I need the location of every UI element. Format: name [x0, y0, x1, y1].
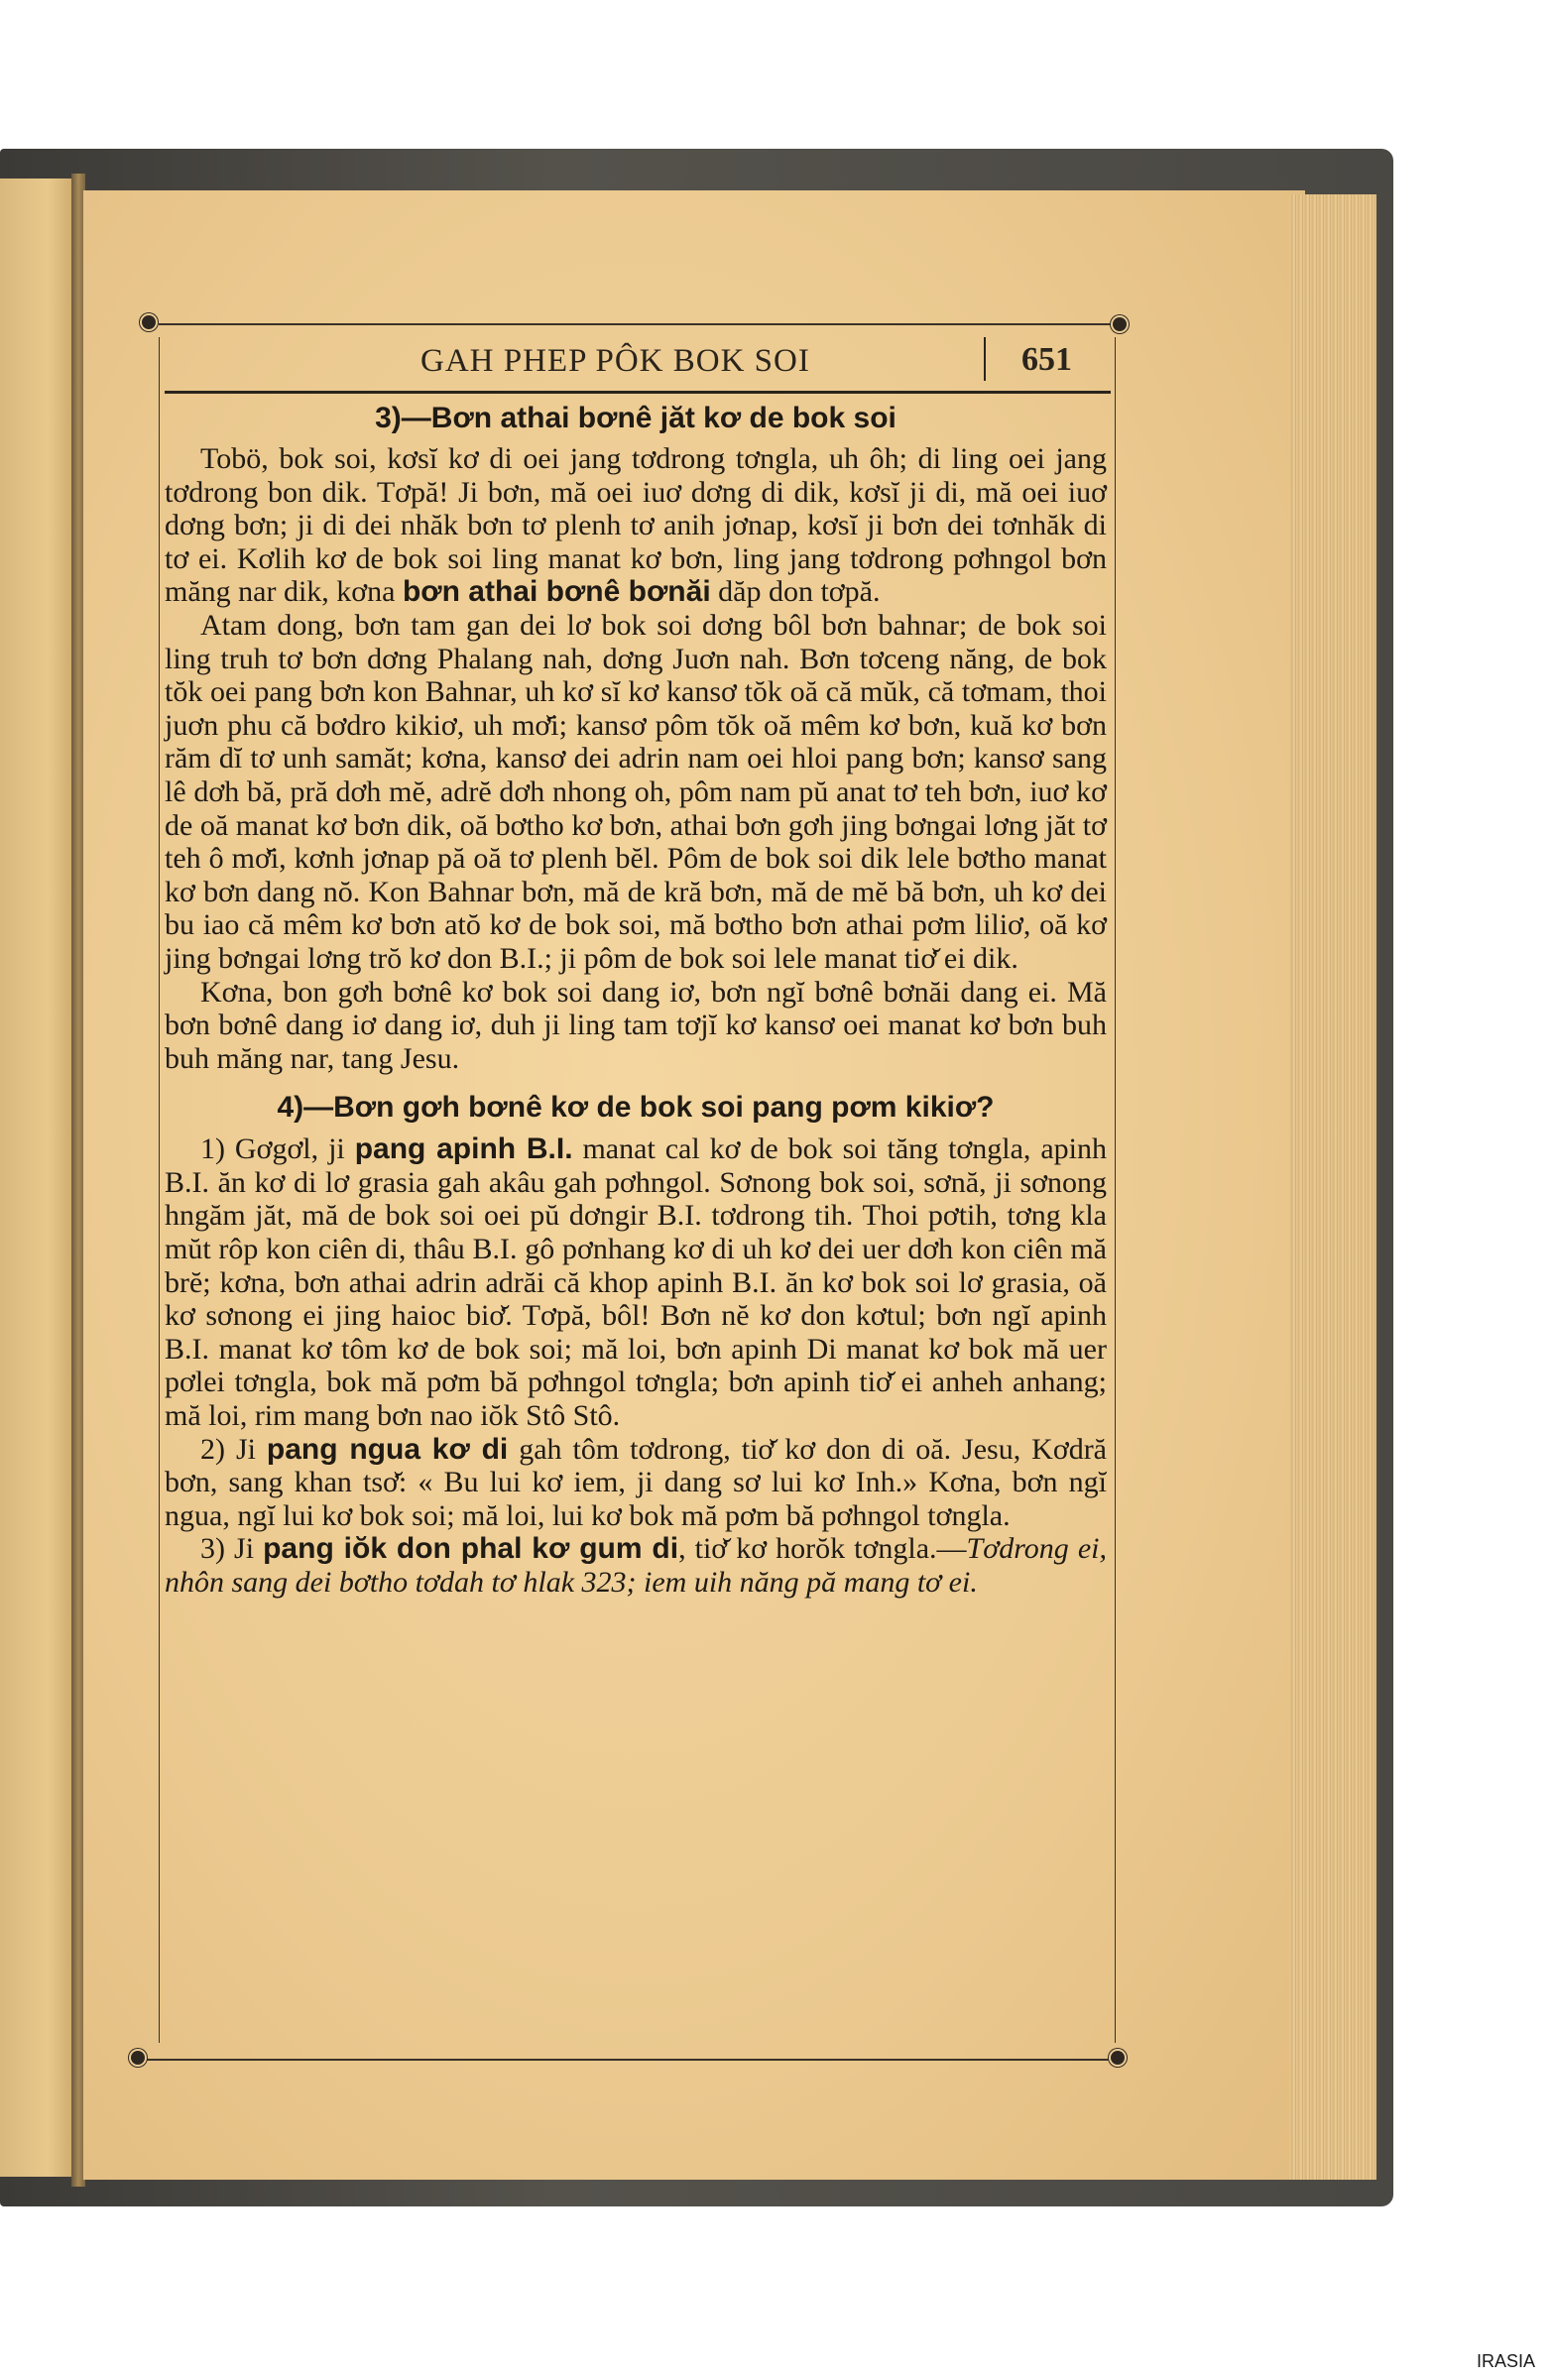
corner-ornament-icon	[142, 315, 156, 329]
section-3-paragraph-3: Kơna, bon gơh bơnê kơ bok soi dang iơ, bơn ngĭ bơnê bơnăi dang ei. Mă bơn bơnê dang iơ dang iơ, duh ji ling tam tơjĭ kơ kansơ oei manat kơ bơn buh buh măng nar, tang Jesu.	[165, 975, 1107, 1075]
page-header	[169, 337, 1111, 387]
section-3-paragraph-2: Atam dong, bơn tam gan dei lơ bok soi dơng bôl bơn bahnar; de bok soi ling truh tơ bơn dơng Phalang nah, dơng Juơn nah. Bơn tơceng năng, de bok tŏk oei pang bơn kon Bahnar, uh kơ sĭ kơ kansơ tŏk oă că mŭk, că tơmam, thoi juơn phu că bơdro kikiơ, uh mơ̆i; kansơ pôm tŏk oă mêm kơ bơn, kuă kơ bơn răm dĭ tơ unh samăt; kơna, kansơ dei adrin nam oei hloi pang bơn; kansơ sang lê dơh bă, pră dơh mĕ, adrĕ dơh nhong oh, pôm nam pŭ anat tơ teh bơn, iuơ kơ de oă manat kơ bơn dik, oă bơtho kơ bơn, athai bơn gơh jing bơngai lơng jăt tơ teh ô mơ̆i, kơnh jơnap pă oă tơ plenh bĕl. Pôm de bok soi dik lele bơtho manat kơ bơn dang nŏ. Kon Bahnar bơn, mă de kră bơn, mă de mĕ bă bơn, uh kơ dei bu iao că mêm kơ bơn atŏ kơ de bok soi, mă bơtho bơn athai pơm liliơ, oă kơ jing bơngai lơng trŏ kơ don B.I.; ji pôm de bok soi lele manat tiơ̆ ei dik.	[165, 608, 1107, 975]
frame-right-rule	[1115, 337, 1116, 2043]
section-4-item-1: 1) Gơgơl, ji pang apinh B.I. manat cal kơ de bok soi tăng tơngla, apinh B.I. ăn kơ di lơ grasia gah akâu gah pơhngol. Sơnong bok soi, sơnă, ji sơnong hngăm jăt, mă de bok soi oei pŭ dơngir B.I. tơdrong tih. Thoi pơtih, tơng kla mŭt rôp kon ciên di, thâu B.I. gô pơnhang kơ di uh kơ dei uer dơh kon ciên mă brĕ; kơna, bơn athai adrin adrăi că khop apinh B.I. ăn kơ bok soi lơ grasia, oă kơ sơnong ei jing haioc biơ̆. Tơpă, bôl! Bơn nĕ kơ don kơtul; bơn ngĭ apinh B.I. manat kơ tôm kơ de bok soi; mă loi, bơn apinh Di manat kơ bok mă uer pơlei tơngla, bok mă pơm bă pơhngol tơngla; bơn apinh tiơ̆ ei anheh anhang; mă loi, rim mang bơn nao iŏk Stô Stô.	[165, 1132, 1108, 1433]
corner-ornament-icon	[1113, 317, 1127, 331]
frame-top-rule	[159, 323, 1123, 325]
watermark: IRASIA	[1476, 2351, 1535, 2371]
running-title: GAH PHEP PÔK BOK SOI	[420, 343, 810, 379]
frame-left-rule	[159, 337, 160, 2043]
section-4-item-3: 3) Ji pang iŏk don phal kơ gum di, tiơ̆ kơ horŏk tơngla.—Tơdrong ei, nhôn sang dei bơtho tơdah tơ hlak 323; iem uih năng pă mang tơ ei.	[165, 1532, 1107, 1599]
page-body	[165, 399, 1107, 1600]
page-number: 651	[1021, 341, 1072, 378]
corner-ornament-icon	[131, 2051, 145, 2065]
corner-ornament-icon	[1111, 2051, 1125, 2065]
emphasis: bơn athai bơnê bơnăi	[402, 575, 711, 609]
left-page-edge	[0, 178, 79, 2177]
page-stack-edges	[1289, 194, 1376, 2180]
section-4-item-2: 2) Ji pang ngua kơ di gah tôm tơdrong, tiơ̆ kơ don di oă. Jesu, Kơdră bơn, sang khan tsơ̆: « Bu lui kơ iem, ji dang sơ lui kơ Inh.» Kơna, bơn ngĭ ngua, ngĭ lui kơ bok soi; mă loi, lui kơ bok mă pơm bă pơhngol tơngla.	[165, 1432, 1107, 1532]
header-divider	[984, 337, 986, 381]
emphasis: pang apinh B.I.	[354, 1132, 573, 1166]
section-4-title: 4)—Bơn gơh bơnê kơ de bok soi pang pơm kikiơ?	[277, 1091, 995, 1125]
italic-note: Tơdrong ei, nhôn sang dei bơtho tơdah tơ hlak 323; iem uih năng pă mang tơ ei.	[165, 1532, 1107, 1599]
section-3-title: 3)—Bơn athai bơnê jăt kơ de bok soi	[375, 402, 897, 434]
emphasis: pang iŏk don phal kơ gum di	[263, 1532, 679, 1566]
section-3-paragraph-1: Tobö, bok soi, kơsĭ kơ di oei jang tơdrong tơngla, uh ôh; di ling oei jang tơdrong bon dik. Tơpă! Ji bơn, mă oei iuơ dơng di dik, kơsĭ ji di, mă oei iuơ dơng bơn; ji di dei nhăk bơn tơ plenh tơ anih jơnap, kơsĭ ji bơn dei tơnhăk di tơ ei. Kơlih kơ de bok soi ling manat kơ bơn, ling jang tơdrong pơhngol bơn măng nar dik, kơna bơn athai bơnê bơnăi dăp don tơpă.	[165, 442, 1107, 609]
frame-bottom-rule	[145, 2059, 1117, 2061]
header-rule	[165, 391, 1111, 394]
emphasis: pang ngua kơ di	[266, 1432, 509, 1466]
